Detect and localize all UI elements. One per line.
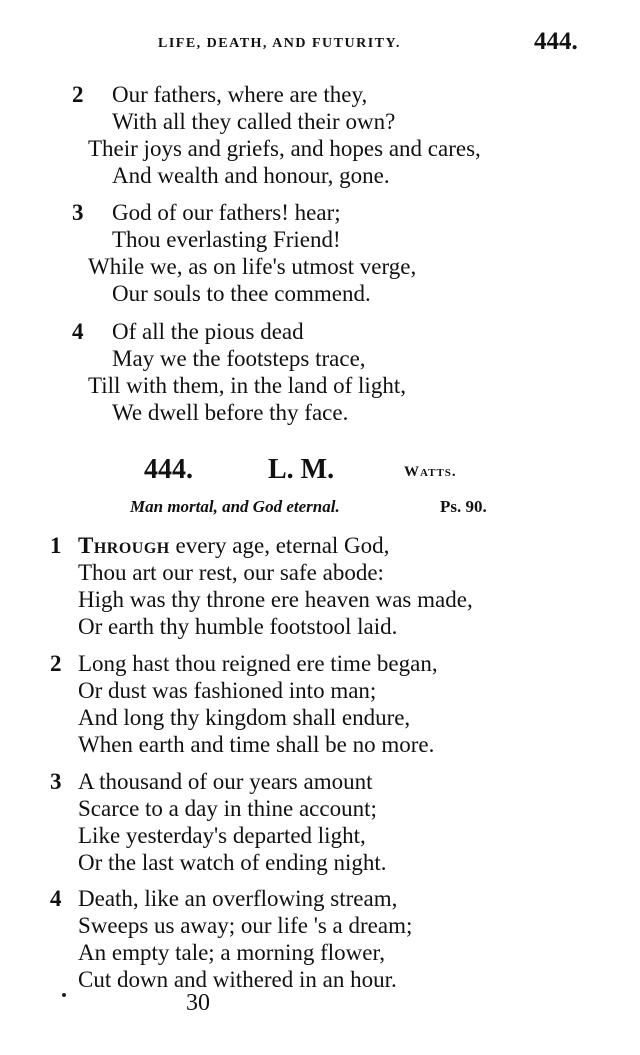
verse-line: With all they called their own?: [112, 109, 396, 134]
verse-line: Of all the pious dead: [112, 319, 304, 344]
verse-line: Or the last watch of ending night.: [78, 850, 387, 875]
first-word: Through: [78, 533, 170, 558]
verse-line: A thousand of our years amount: [78, 769, 373, 794]
signature-mark: 30: [186, 990, 210, 1016]
hymn-meter: L. M.: [268, 454, 335, 485]
verse-line: Our souls to thee commend.: [112, 281, 371, 306]
verse-line: When earth and time shall be no more.: [78, 732, 435, 757]
verse-line: Death, like an overflowing stream,: [78, 886, 398, 911]
verse-line: Our fathers, where are they,: [112, 82, 368, 107]
verse-line: Like yesterday's departed light,: [78, 823, 366, 848]
verse-line: Cut down and withered in an hour.: [78, 967, 397, 992]
hymn-subtitle: Man mortal, and God eternal.: [130, 497, 340, 516]
verse-line: Scarce to a day in thine account;: [78, 796, 377, 821]
verse-line: Long hast thou reigned ere time began,: [78, 651, 438, 676]
verse-line: Or earth thy humble footstool laid.: [78, 614, 398, 639]
hymn-header: [0, 454, 640, 494]
first-line-rest: every age, eternal God,: [169, 533, 390, 558]
verse-number: 4: [50, 886, 62, 911]
hymn-author: Watts.: [404, 464, 457, 480]
verse-line: Or dust was fashioned into man;: [78, 678, 377, 703]
verse-number: 1: [50, 533, 62, 558]
running-head: LIFE, DEATH, AND FUTURITY.: [158, 36, 401, 51]
verse-line: And long thy kingdom shall endure,: [78, 705, 411, 730]
ink-dot: [62, 993, 66, 997]
verse-line: An empty tale; a morning flower,: [78, 940, 385, 965]
verse-line: Thou art our rest, our safe abode:: [78, 560, 384, 585]
verse-line: We dwell before thy face.: [112, 400, 349, 425]
verse-line: God of our fathers! hear;: [112, 200, 341, 225]
verse-line: While we, as on life's utmost verge,: [88, 254, 417, 279]
verse-number: 2: [72, 82, 84, 107]
verse-line: Thou everlasting Friend!: [112, 227, 341, 252]
verse-line: May we the footsteps trace,: [112, 346, 366, 371]
page-number: 444.: [534, 28, 578, 55]
verse-line: Their joys and griefs, and hopes and cares,: [88, 136, 481, 161]
verse-number: 3: [50, 769, 62, 794]
verse-number: 2: [50, 651, 62, 676]
verse-number: 3: [72, 200, 84, 225]
verse-line: And wealth and honour, gone.: [112, 163, 390, 188]
verse-line: Till with them, in the land of light,: [88, 373, 406, 398]
verse-line-first: [78, 532, 389, 560]
verse-number: 4: [72, 319, 84, 344]
hymn-number: 444.: [144, 454, 193, 485]
psalm-reference: Ps. 90.: [440, 497, 487, 516]
verse-line: High was thy throne ere heaven was made,: [78, 587, 473, 612]
verse-line: Sweeps us away; our life 's a dream;: [78, 913, 413, 938]
